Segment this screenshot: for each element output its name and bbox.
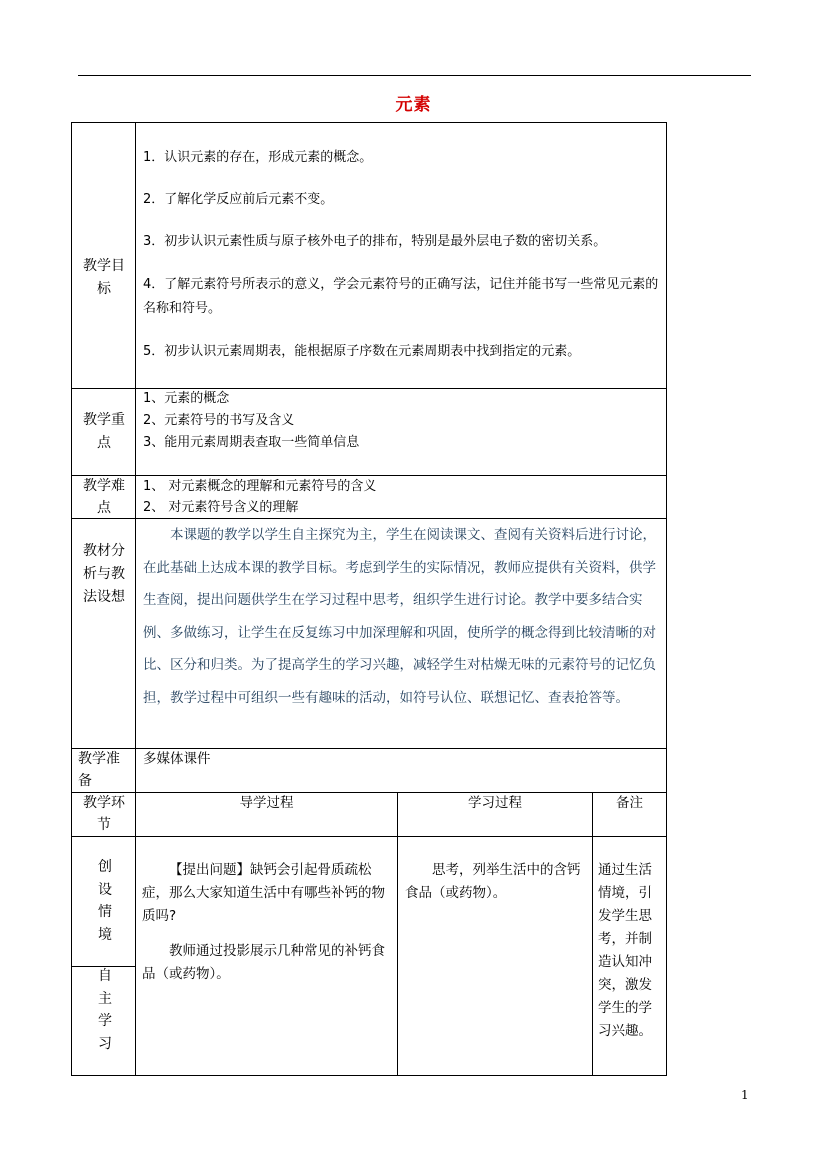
stage-header: 教学环节: [83, 795, 125, 833]
learn-column-divider: [592, 792, 593, 1076]
goal-item: 3．初步认识元素性质与原子核外电子的排布，特别是最外层电子数的密切关系。: [143, 234, 607, 249]
preparation-value: 多媒体课件: [143, 751, 211, 767]
difficulties-content: [143, 476, 661, 518]
table-border-right: [666, 122, 667, 1076]
key-points-content: [143, 388, 661, 454]
label-column-divider: [135, 122, 136, 1076]
page-number: 1: [741, 1088, 749, 1102]
goals-label: 教学目标: [83, 258, 125, 297]
guide-content: [142, 859, 392, 986]
preparation-label: 教学准备: [78, 751, 120, 789]
learn-content: [405, 859, 587, 905]
key-points-label: 教学重点: [83, 412, 125, 451]
difficulty-item: 2、 对元素符号含义的理解: [143, 500, 299, 515]
learn-header: 学习过程: [468, 795, 522, 811]
goals-content: [143, 147, 661, 383]
note-header: 备注: [616, 795, 643, 811]
difficulties-label: 教学难点: [83, 478, 125, 516]
goal-item: 2．了解化学反应前后元素不变。: [143, 192, 334, 207]
key-point-item: 2、元素符号的书写及含义: [143, 413, 295, 428]
document-title: 元素: [395, 95, 432, 115]
goal-item: 5．初步认识元素周期表，能根据原子序数在元素周期表中找到指定的元素。: [143, 344, 581, 359]
key-point-item: 3、能用元素周期表查取一些简单信息: [143, 435, 360, 450]
goal-item: 1．认识元素的存在，形成元素的概念。: [143, 150, 373, 165]
learn-activity: 思考，列举生活中的含钙食品（或药物）。: [405, 862, 581, 901]
row-divider: [71, 836, 667, 837]
key-point-item: 1、元素的概念: [143, 391, 230, 406]
table-border-top: [71, 122, 667, 123]
goal-item: 4．了解元素符号所表示的意义，学会元素符号的正确写法，记住并能书写一些常见元素的名称和符号。: [143, 277, 659, 316]
stage-label-self-study: 自主学习: [98, 968, 112, 1052]
stage-label-create-scene: 创设情境: [98, 859, 112, 943]
difficulty-item: 1、 对元素概念的理解和元素符号的含义: [143, 479, 377, 494]
analysis-text: 本课题的教学以学生自主探究为主，学生在阅读课文、查阅有关资料后进行讨论，在此基础上达成本课的教学目标。考虑到学生的实际情况，教师应提供有关资料，供学生查阅，提出问题供学生在学习过程中思考，组织学生进行讨论。教学中要多结合实例、多做练习，让学生在反复练习中加深理解和巩固，使所学的概念得到比较清晰的对比、区分和归类。为了提高学生的学习兴趣，减轻学生对枯燥无味的元素符号的记忆负担，教学过程中可组织一些有趣味的活动，如符号认位、联想记忆、查表抢答等。: [143, 527, 656, 706]
analysis-label: 教材分析与教法设想: [83, 543, 125, 605]
table-border-bottom: [71, 1075, 667, 1076]
table-border-left: [71, 122, 72, 1076]
guide-projection: 教师通过投影展示几种常见的补钙食品（或药物）。: [142, 943, 385, 982]
guide-question: 【提出问题】缺钙会引起骨质疏松症，那么大家知道生活中有哪些补钙的物质吗?: [142, 862, 385, 924]
note-content: 通过生活情境，引发学生思考，并制造认知冲突，激发学生的学习兴趣。: [598, 862, 652, 1039]
guide-header: 导学过程: [239, 795, 294, 811]
guide-column-divider: [397, 792, 398, 1076]
